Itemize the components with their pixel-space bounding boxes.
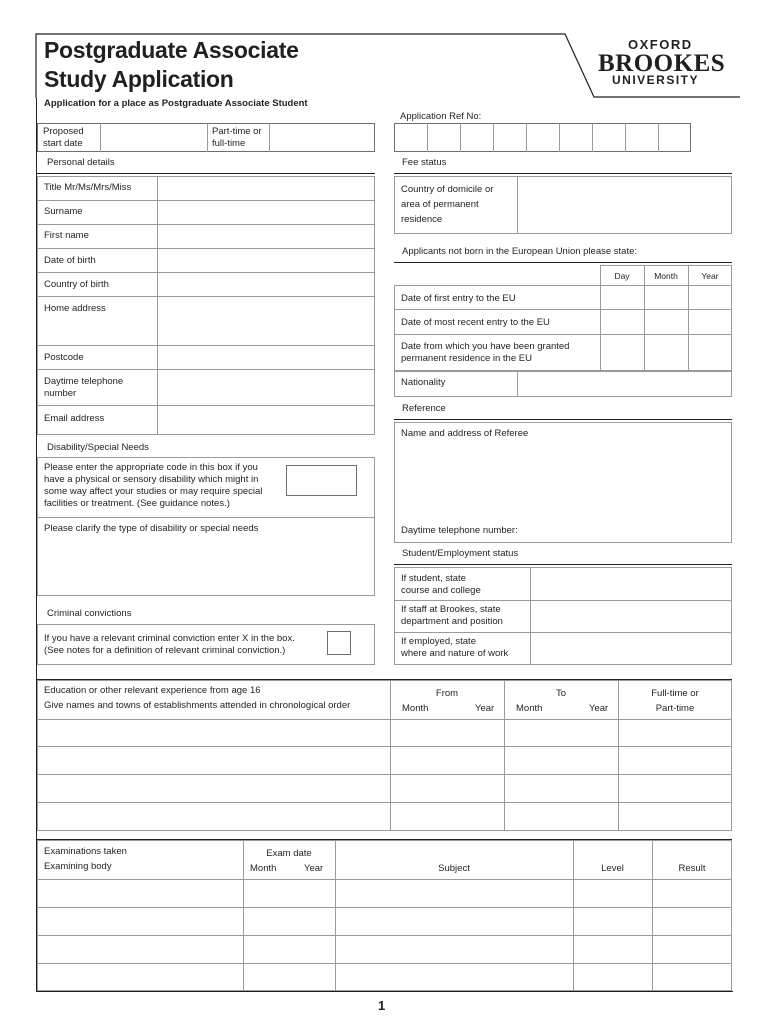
col-from: From (435, 688, 459, 699)
domicile-input[interactable] (518, 177, 731, 233)
page-subtitle: Application for a place as Postgraduate Associate Student (44, 98, 308, 109)
logo-university: UNIVERSITY (612, 73, 700, 87)
education-row-1[interactable] (38, 720, 732, 746)
first-name-input[interactable] (158, 225, 374, 248)
col-exam-date: Exam date (266, 848, 312, 859)
exam-row-3[interactable] (38, 936, 732, 963)
proposed-start-input[interactable] (101, 124, 206, 151)
email-label: Email address (44, 413, 105, 424)
col-ft-pt: Full-time or (651, 688, 699, 699)
disability-text-4: facilities or treatment. (See guidance notes.) (44, 498, 230, 509)
parttime-label-2: full-time (212, 138, 246, 149)
exam-row-2[interactable] (38, 908, 732, 935)
referee-name-label: Name and address of Referee (401, 428, 529, 439)
nationality-label: Nationality (401, 377, 446, 388)
domicile-label-3: residence (401, 214, 443, 225)
postcode-label: Postcode (44, 352, 84, 363)
parttime-label: Part-time or (212, 126, 262, 137)
title-label: Title Mr/Ms/Mrs/Miss (44, 182, 132, 193)
student-label-2: course and college (401, 585, 481, 596)
student-label-1: If student, state (401, 573, 466, 584)
app-ref-label: Application Ref No: (400, 111, 482, 122)
col-month: Month (654, 271, 678, 281)
staff-label-2: department and position (401, 616, 503, 627)
proposed-start-label-2: start date (43, 138, 83, 149)
surname-label: Surname (44, 206, 83, 217)
proposed-start-label: Proposed (43, 126, 84, 137)
col-to: To (555, 688, 567, 699)
col-subject: Subject (438, 863, 470, 874)
granted-label-2: permanent residence in the EU (401, 353, 532, 364)
exams-body-label: Examining body (44, 861, 112, 872)
parttime-input[interactable] (270, 124, 374, 151)
employed-input[interactable] (531, 633, 731, 664)
non-eu-heading: Applicants not born in the European Union please state: (402, 246, 638, 257)
title-line-1: Postgraduate Associate (44, 37, 299, 63)
logo-oxford: OXFORD (628, 37, 693, 52)
home-address-label: Home address (44, 303, 106, 314)
col-level: Level (601, 863, 624, 874)
exams-heading: Examinations taken (44, 846, 127, 857)
disability-text-2: have a physical or sensory disability which might in (44, 474, 259, 485)
disability-heading: Disability/Special Needs (47, 442, 149, 453)
student-input[interactable] (531, 568, 731, 600)
education-row-4[interactable] (38, 803, 732, 830)
home-address-input[interactable] (158, 297, 374, 345)
domicile-label-2: area of permanent (401, 199, 479, 210)
exam-month: Month (250, 863, 277, 874)
referee-name-input[interactable] (395, 442, 731, 522)
col-ft-pt-2: Part-time (655, 703, 695, 714)
status-heading: Student/Employment status (402, 548, 519, 559)
from-year: Year (475, 703, 495, 714)
personal-details-heading: Personal details (47, 157, 115, 168)
outer-frame-bottom (36, 991, 733, 992)
dob-input[interactable] (158, 249, 374, 272)
col-day: Day (614, 271, 630, 281)
first-entry-label: Date of first entry to the EU (401, 293, 516, 304)
employed-label-1: If employed, state (401, 636, 476, 647)
exam-year: Year (304, 863, 324, 874)
phone-label: Daytime telephone (44, 376, 124, 387)
dob-label: Date of birth (44, 255, 96, 266)
fee-status-heading: Fee status (402, 157, 447, 168)
first-name-label: First name (44, 230, 89, 241)
logo-brookes: BROOKES (598, 50, 726, 77)
to-month: Month (516, 703, 543, 714)
disability-clarify-label: Please clarify the type of disability or special needs (44, 523, 259, 534)
disability-clarify-input[interactable] (38, 536, 374, 595)
postcode-input[interactable] (158, 346, 374, 369)
page-title (44, 36, 299, 94)
staff-input[interactable] (531, 601, 731, 632)
exam-row-4[interactable] (38, 964, 732, 990)
title-input[interactable] (158, 177, 374, 200)
criminal-text-2: (See notes for a definition of relevant criminal conviction.) (44, 645, 286, 656)
criminal-heading: Criminal convictions (47, 608, 132, 619)
surname-input[interactable] (158, 201, 374, 224)
criminal-text-1: If you have a relevant criminal conviction enter X in the box. (44, 633, 295, 644)
col-year: Year (701, 271, 719, 281)
staff-label-1: If staff at Brookes, state (401, 604, 501, 615)
page-number: 1 (378, 998, 386, 1013)
referee-phone-label: Daytime telephone number: (401, 525, 518, 536)
granted-label-1: Date from which you have been granted (401, 341, 570, 352)
outer-frame-left (36, 98, 37, 992)
employed-label-2: where and nature of work (401, 648, 509, 659)
education-heading: Education or other relevant experience from age 16 (44, 685, 261, 696)
education-row-3[interactable] (38, 775, 732, 802)
recent-entry-label: Date of most recent entry to the EU (401, 317, 550, 328)
education-subheading: Give names and towns of establishments attended in chronological order (44, 700, 351, 711)
from-month: Month (402, 703, 429, 714)
title-line-2: Study Application (44, 66, 234, 92)
reference-heading: Reference (402, 403, 446, 414)
granted-input[interactable] (601, 335, 731, 370)
col-result: Result (678, 863, 706, 874)
domicile-label-1: Country of domicile or (401, 184, 494, 195)
phone-input[interactable] (158, 370, 374, 405)
nationality-input[interactable] (518, 372, 731, 396)
disability-code-input[interactable] (286, 465, 357, 496)
recent-entry-input[interactable] (601, 310, 731, 334)
app-ref-field[interactable] (394, 123, 691, 152)
email-input[interactable] (158, 406, 374, 434)
to-year: Year (589, 703, 609, 714)
disability-text-3: some way affect your studies or may require special (44, 486, 263, 497)
country-birth-label: Country of birth (44, 279, 109, 290)
disability-text-1: Please enter the appropriate code in this box if you (44, 462, 258, 473)
criminal-checkbox[interactable] (327, 631, 351, 655)
phone-label-2: number (44, 388, 77, 399)
first-entry-input[interactable] (601, 286, 731, 309)
exam-row-1[interactable] (38, 880, 732, 907)
country-birth-input[interactable] (158, 273, 374, 296)
education-row-2[interactable] (38, 747, 732, 774)
